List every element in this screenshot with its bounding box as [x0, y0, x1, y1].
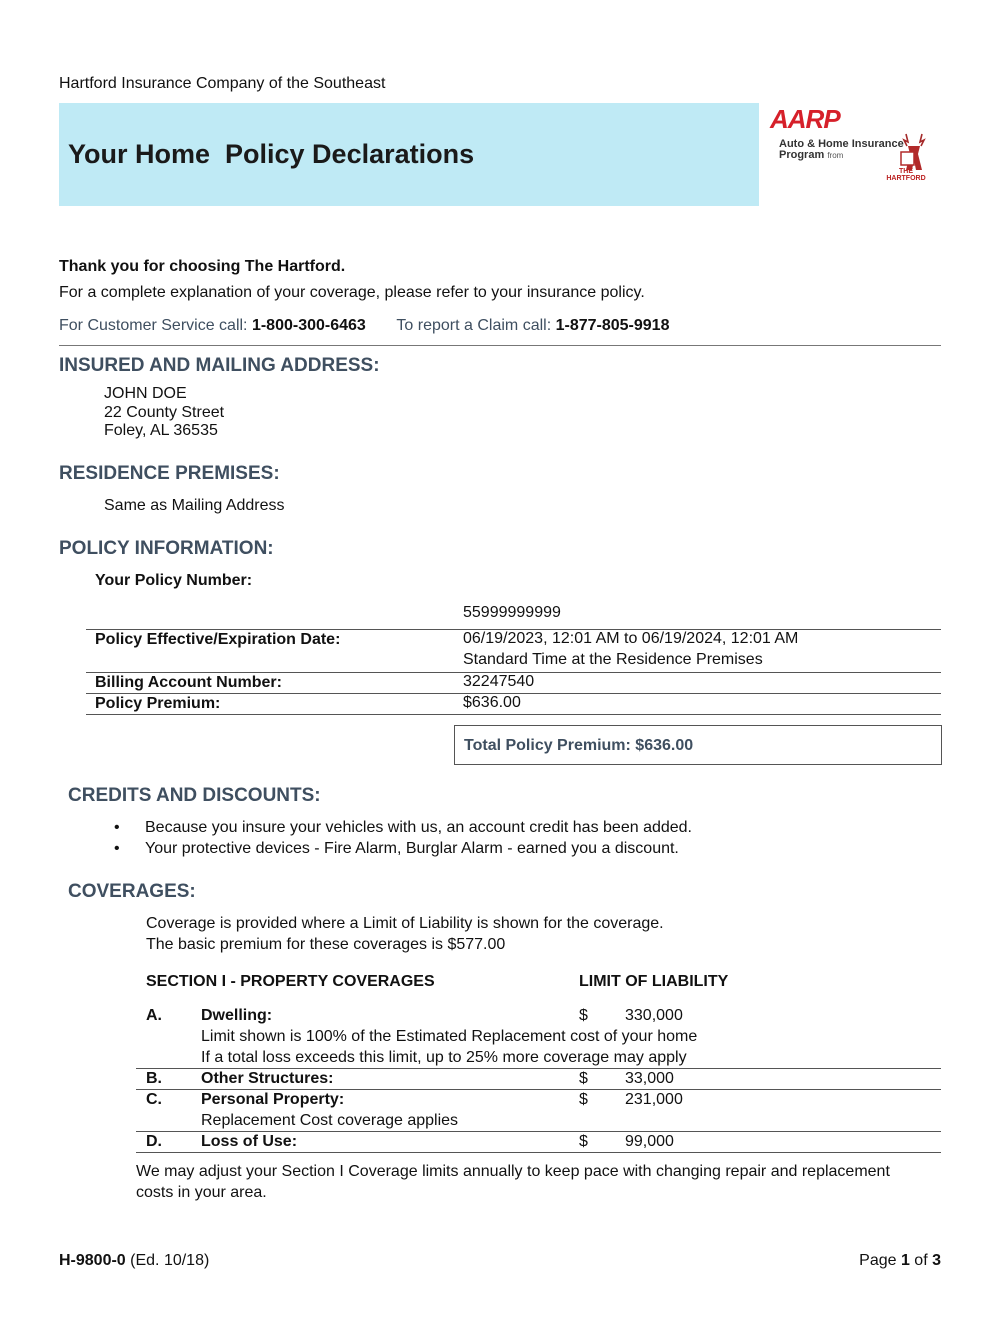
adjust-note-line1: We may adjust your Section I Coverage limits annually to keep pace with changing repair and replacement	[136, 1163, 890, 1180]
coverage-name: Personal Property:	[201, 1091, 345, 1108]
coverage-currency: $	[579, 1133, 588, 1150]
coverage-note-1: Coverage is provided where a Limit of Liability is shown for the coverage.	[146, 915, 664, 932]
list-item: • Your protective devices - Fire Alarm, Burglar Alarm - earned you a discount.	[145, 840, 679, 858]
billing-label: Billing Account Number:	[95, 674, 282, 691]
form-number: H-9800-0 (Ed. 10/18)	[59, 1252, 210, 1269]
residence-heading: RESIDENCE PREMISES:	[59, 463, 280, 484]
insured-city: Foley, AL 36535	[104, 422, 218, 439]
policy-number-label: Your Policy Number:	[95, 572, 253, 589]
page-indicator: Page 1 of 3	[859, 1252, 941, 1269]
logo-tagline: Auto & Home Insurance	[779, 138, 904, 150]
table-rule	[136, 1152, 941, 1153]
claim-phone: 1-877-805-9918	[555, 317, 670, 334]
aarp-logo-text: AARP	[770, 104, 840, 134]
coverage-amount: 33,000	[625, 1070, 674, 1087]
coverage-letter: D.	[146, 1133, 162, 1150]
coverage-amount: 99,000	[625, 1133, 674, 1150]
table-rule	[136, 1089, 941, 1090]
logo-program: Program from	[779, 149, 844, 161]
residence-value: Same as Mailing Address	[104, 497, 285, 514]
list-item: • Because you insure your vehicles with us, an account credit has been added.	[145, 819, 692, 837]
page-title: Your Home Policy Declarations	[68, 139, 475, 169]
insured-name: JOHN DOE	[104, 385, 187, 402]
explanation-text: For a complete explanation of your coverage, please refer to your insurance policy.	[59, 284, 645, 301]
contact-line	[59, 317, 669, 335]
insured-heading: INSURED AND MAILING ADDRESS:	[59, 355, 380, 376]
coverage-currency: $	[579, 1091, 588, 1108]
coverage-name: Dwelling:	[201, 1007, 273, 1024]
policy-number: 55999999999	[463, 604, 561, 621]
aarp-hartford-logo	[768, 104, 943, 184]
coverage-letter: B.	[146, 1070, 162, 1087]
table-rule	[136, 1068, 941, 1069]
premium-value: $636.00	[463, 694, 521, 711]
coverage-amount: 330,000	[625, 1007, 683, 1024]
divider	[59, 345, 941, 346]
coverage-letter: C.	[146, 1091, 162, 1108]
dates-line1: 06/19/2023, 12:01 AM to 06/19/2024, 12:01 AM	[463, 630, 799, 647]
coverage-detail: Replacement Cost coverage applies	[201, 1112, 459, 1129]
coverage-detail: Limit shown is 100% of the Estimated Replacement cost of your home	[201, 1028, 698, 1045]
adjust-note-line2: costs in your area.	[136, 1184, 267, 1201]
premium-label: Policy Premium:	[95, 695, 221, 712]
limit-header: LIMIT OF LIABILITY	[579, 973, 729, 990]
coverages-heading: COVERAGES:	[68, 881, 196, 902]
coverage-name: Other Structures:	[201, 1070, 334, 1087]
company-name: Hartford Insurance Company of the Southeast	[59, 75, 386, 92]
insured-street: 22 County Street	[104, 404, 225, 421]
coverage-note-2: The basic premium for these coverages is $577.00	[146, 936, 506, 953]
dates-line2: Standard Time at the Residence Premises	[463, 651, 763, 668]
coverage-letter: A.	[146, 1007, 162, 1024]
claim-label: To report a Claim call:	[396, 317, 556, 334]
policy-heading: POLICY INFORMATION:	[59, 538, 274, 559]
coverage-currency: $	[579, 1007, 588, 1024]
coverage-name: Loss of Use:	[201, 1133, 298, 1150]
section-header: SECTION I - PROPERTY COVERAGES	[146, 973, 435, 990]
credits-heading: CREDITS AND DISCOUNTS:	[68, 785, 321, 806]
coverage-detail: If a total loss exceeds this limit, up to 25% more coverage may apply	[201, 1049, 687, 1066]
table-rule	[86, 714, 941, 715]
dates-label: Policy Effective/Expiration Date:	[95, 631, 341, 648]
title-banner	[59, 103, 759, 206]
thank-you-text: Thank you for choosing The Hartford.	[59, 258, 346, 275]
coverage-amount: 231,000	[625, 1091, 683, 1108]
hartford-logo-text: THE HARTFORD	[886, 168, 926, 182]
total-premium: Total Policy Premium: $636.00	[464, 737, 694, 754]
customer-service-phone: 1-800-300-6463	[251, 317, 366, 334]
billing-number: 32247540	[463, 673, 535, 690]
table-rule	[136, 1131, 941, 1132]
customer-service-label: For Customer Service call:	[59, 317, 252, 334]
coverage-currency: $	[579, 1070, 588, 1087]
total-premium-box	[454, 725, 942, 765]
